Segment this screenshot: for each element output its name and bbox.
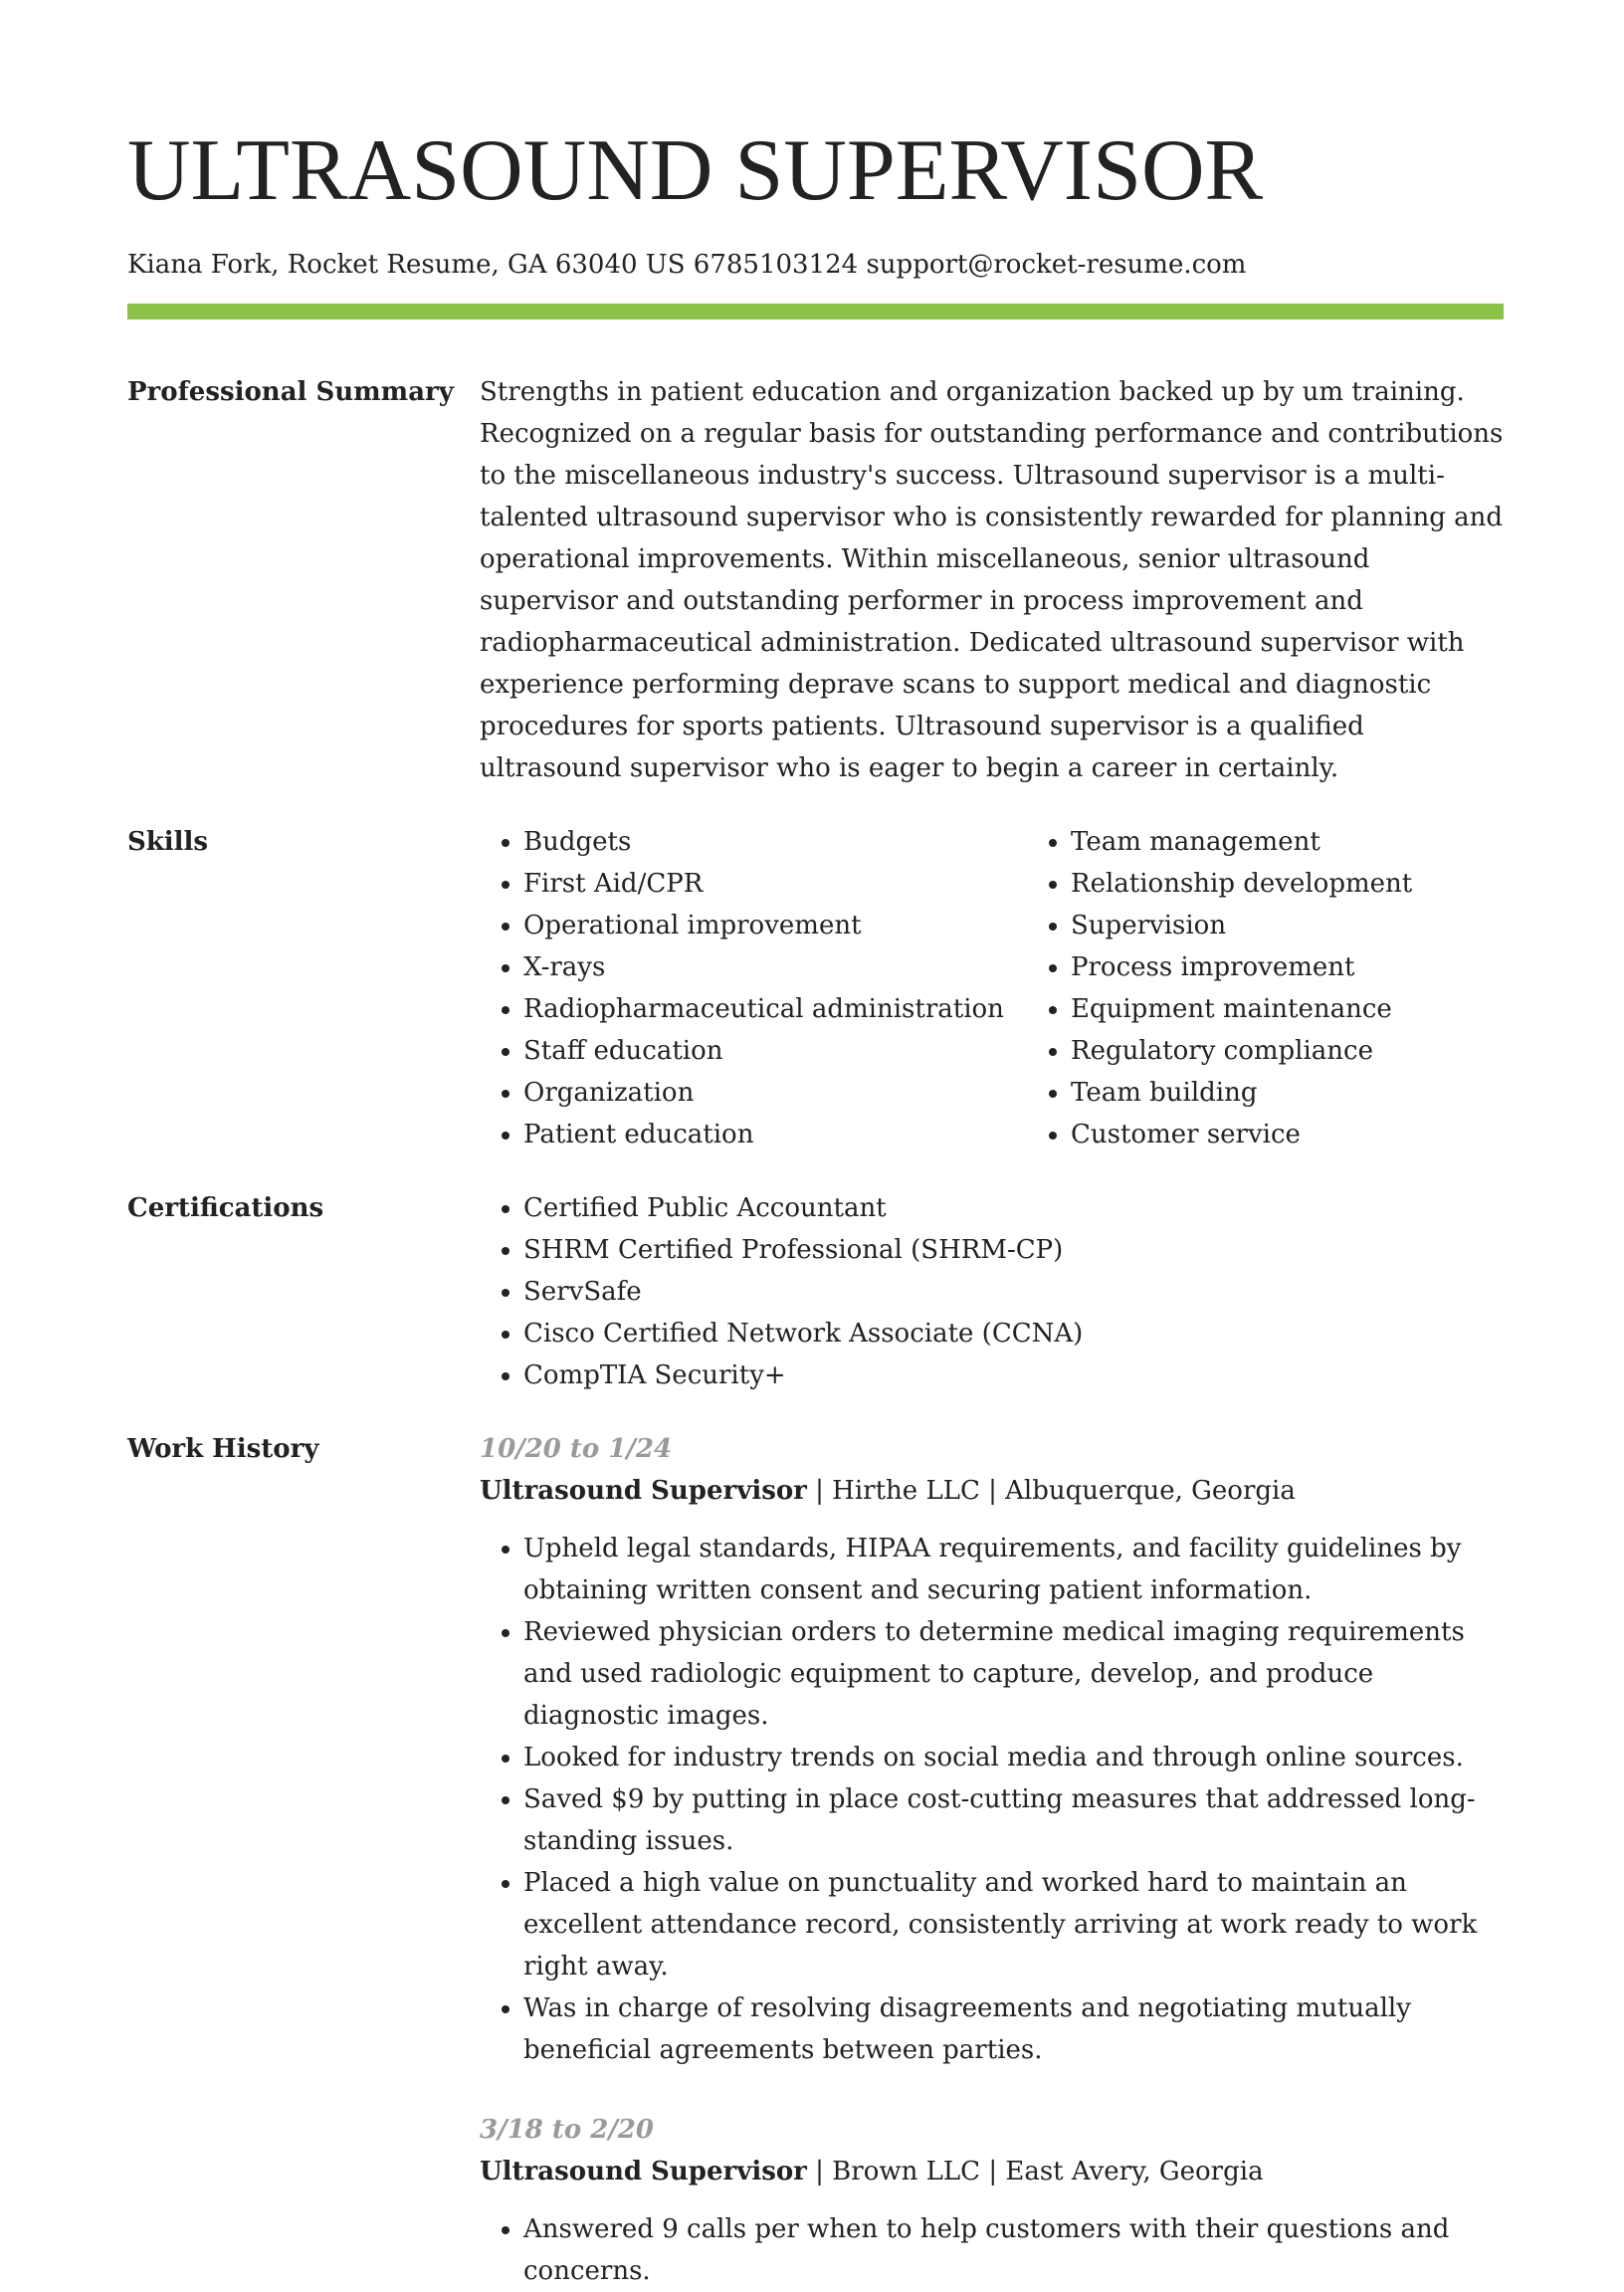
certification-item: • Cisco Certified Network Associate (CCNA) <box>523 1313 1504 1354</box>
skill-item: • Organization <box>523 1072 1027 1114</box>
job-bullet: • Upheld legal standards, HIPAA requirements, and facility guidelines by obtaining written consent and securing patient information. <box>523 1528 1504 1611</box>
skill-item: • Process improvement <box>1071 946 1574 988</box>
skill-item: • Customer service <box>1071 1114 1574 1155</box>
job-title: Ultrasound Supervisor <box>480 1476 807 1506</box>
summary-section <box>127 371 1504 789</box>
section-label-summary: Professional Summary <box>127 377 454 407</box>
resume-title: ULTRASOUND SUPERVISOR <box>127 122 1264 219</box>
certifications-section <box>127 1187 1504 1396</box>
skill-item: • Supervision <box>1071 905 1574 946</box>
job-title-line <box>480 2151 1504 2192</box>
job-employer-location: | Brown LLC | East Avery, Georgia <box>806 2157 1264 2187</box>
job-bullets <box>480 2208 1504 2292</box>
skill-item: • Team building <box>1071 1072 1574 1114</box>
certification-item: • CompTIA Security+ <box>523 1354 1504 1396</box>
certification-item: • SHRM Certified Professional (SHRM-CP) <box>523 1229 1504 1271</box>
skill-item: • First Aid/CPR <box>523 863 1027 905</box>
certification-item: • ServSafe <box>523 1271 1504 1313</box>
contact-line: Kiana Fork, Rocket Resume, GA 63040 US 6785103124 support@rocket-resume.com <box>127 250 1247 280</box>
accent-divider <box>127 304 1504 319</box>
summary-text: Strengths in patient education and organization backed up by um training. Recognized on a regular basis for outstanding performance and contributions to the miscellaneous industry's success. Ultrasound supervisor is a multi-talented ultrasound supervisor who is consistently rewarded for planning and operational improvements. Within miscellaneous, senior ultrasound supervisor and outstanding performer in process improvement and radiopharmaceutical administration. Dedicated ultrasound supervisor with experience performing deprave scans to support medical and diagnostic procedures for sports patients. Ultrasound supervisor is a qualified ultrasound supervisor who is eager to begin a career in certainly. <box>480 377 1504 783</box>
job-bullet: • Saved $9 by putting in place cost-cutting measures that addressed long-standing issues. <box>523 1778 1504 1862</box>
skill-item: • Radiopharmaceutical administration <box>523 988 1027 1030</box>
skill-item: • Team management <box>1071 821 1574 863</box>
job-dates: 10/20 to 1/24 <box>480 1434 673 1464</box>
skill-item: • Budgets <box>523 821 1027 863</box>
job-bullet: • Looked for industry trends on social media and through online sources. <box>523 1737 1504 1778</box>
certifications-list <box>480 1187 1504 1396</box>
job-title: Ultrasound Supervisor <box>480 2157 807 2187</box>
skill-item: • Patient education <box>523 1114 1027 1155</box>
resume-page <box>127 0 1504 2292</box>
job-entry <box>480 2109 1504 2292</box>
section-label-work-history: Work History <box>127 1434 319 1464</box>
skill-item: • Operational improvement <box>523 905 1027 946</box>
skill-item: • X-rays <box>523 946 1027 988</box>
skill-item: • Relationship development <box>1071 863 1574 905</box>
skill-item: • Regulatory compliance <box>1071 1030 1574 1072</box>
skills-list-left <box>480 821 1027 1155</box>
job-bullet: • Was in charge of resolving disagreements and negotiating mutually beneficial agreements between parties. <box>523 1987 1504 2071</box>
certification-item: • Certified Public Accountant <box>523 1187 1504 1229</box>
job-bullet: • Answered 9 calls per when to help customers with their questions and concerns. <box>523 2208 1504 2292</box>
skills-section <box>127 821 1504 1155</box>
job-bullet: • Reviewed physician orders to determine medical imaging requirements and used radiologic equipment to capture, develop, and produce diagnostic images. <box>523 1611 1504 1737</box>
job-title-line <box>480 1470 1504 1512</box>
job-entry <box>480 1428 1504 2071</box>
job-bullet: • Placed a high value on punctuality and worked hard to maintain an excellent attendance record, consistently arriving at work ready to work right away. <box>523 1862 1504 1987</box>
skill-item: • Staff education <box>523 1030 1027 1072</box>
section-label-skills: Skills <box>127 827 209 857</box>
skill-item: • Equipment maintenance <box>1071 988 1574 1030</box>
work-history-section <box>127 1428 1504 2292</box>
job-employer-location: | Hirthe LLC | Albuquerque, Georgia <box>806 1476 1296 1506</box>
skills-list-right <box>1027 821 1574 1155</box>
job-bullets <box>480 1528 1504 2071</box>
section-label-certifications: Certifications <box>127 1193 324 1223</box>
job-dates: 3/18 to 2/20 <box>480 2115 654 2145</box>
skills-grid <box>480 821 1504 1155</box>
